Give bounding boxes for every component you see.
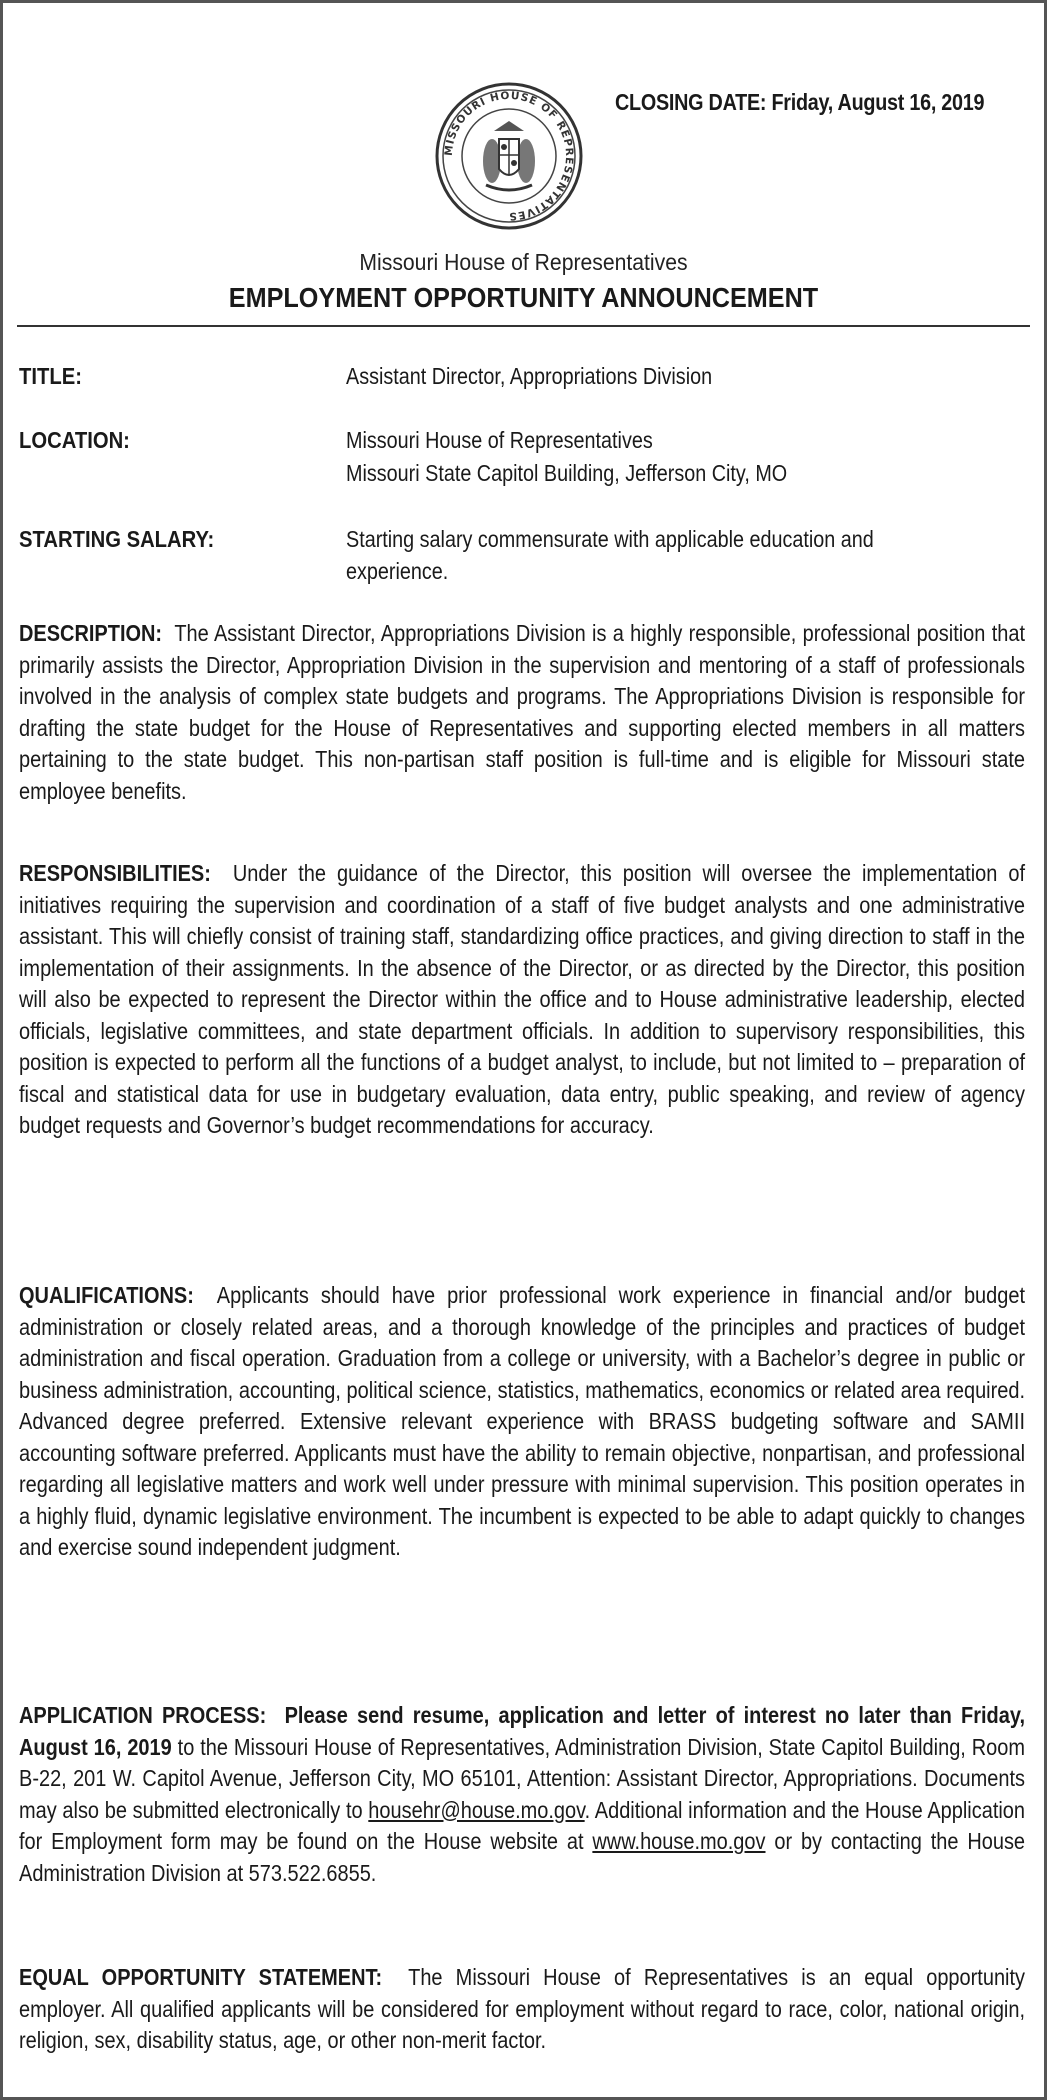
- application-text-1: to the Missouri House of Representatives, Administration Division, State Capitol Building, Room B-22, 201 W. Capitol Avenue, Jefferson City, MO 65101, Attention: Assistant Director, Appropriations. Documents may also be submitted electronically to: [19, 1733, 1026, 1823]
- application-deadline: Please send resume, application and letter of interest no later than Friday, August 16, 2019: [19, 1702, 1025, 1760]
- location-line-1: Missouri House of Representatives: [346, 427, 653, 453]
- email-link[interactable]: househr@house.mo.gov: [368, 1796, 585, 1823]
- responsibilities-section: [19, 858, 1025, 1142]
- qualifications-text: Applicants should have prior professional work experience in financial and/or budget administration or closely related areas, and a thorough knowledge of the principles and practices of budget administration and fiscal operation. Graduation from a college or university, with a Bachelor’s degree in public or business administration, accounting, political science, statistics, mathematics, economics or related area required. Advanced degree preferred. Extensive relevant experience with BRASS budgeting software and SAMII accounting software preferred. Applicants must have the ability to remain objective, nonpartisan, and professional regarding all legislative matters and work well under pressure with minimal supervision. This position operates in a highly fluid, dynamic legislative environment. The incumbent is expected to be able to adapt quickly to changes and exercise sound independent judgment.: [19, 1282, 1026, 1560]
- equal-opportunity-section: [19, 1962, 1025, 2057]
- location-label: LOCATION:: [19, 427, 130, 453]
- website-link[interactable]: www.house.mo.gov: [592, 1828, 766, 1854]
- title-value: Assistant Director, Appropriations Division: [346, 363, 713, 389]
- qualifications-label: QUALIFICATIONS:: [19, 1282, 194, 1308]
- responsibilities-text: Under the guidance of the Director, this position will oversee the implementation of initiatives requiring the supervision and coordination of a staff of five budget analysts and one administrative assistant. This will chiefly consist of training staff, standardizing office practices, and giving direction to staff in the implementation of their assignments. In the absence of the Director, or as directed by the Director, this position will also be expected to represent the Director within the office and to House administrative leadership, elected officials, legislative committees, and state department officials. In addition to supervisory responsibilities, this position is expected to perform all the functions of a budget analyst, to include, but not limited to – preparation of fiscal and statistical data for use in budgetary evaluation, data entry, public speaking, and review of agency budget requests and Governor’s budget recommendations for accuracy.: [19, 860, 1026, 1138]
- page-title: EMPLOYMENT OPPORTUNITY ANNOUNCEMENT: [228, 282, 819, 313]
- qualifications-section: [19, 1280, 1025, 1564]
- application-section: [19, 1700, 1025, 1889]
- equal-opportunity-text: The Missouri House of Representatives is an equal opportunity employer. All qualified applicants will be considered for employment without regard to race, color, national origin, religion, sex, disability status, age, or other non-merit factor.: [19, 1964, 1026, 2053]
- application-label: APPLICATION PROCESS:: [19, 1702, 267, 1728]
- location-line-2: Missouri State Capitol Building, Jefferson City, MO: [346, 460, 788, 486]
- description-label: DESCRIPTION:: [19, 620, 163, 646]
- closing-date: CLOSING DATE: Friday, August 16, 2019: [615, 89, 985, 115]
- title-label: TITLE:: [19, 363, 82, 389]
- missouri-house-seal-icon: [434, 81, 584, 231]
- equal-opportunity-label: EQUAL OPPORTUNITY STATEMENT:: [19, 1964, 383, 1990]
- application-text-3: or by contacting the House Administration Division at 573.522.6855.: [19, 1828, 1026, 1886]
- organization-name: Missouri House of Representatives: [359, 249, 688, 275]
- salary-line-1: Starting salary commensurate with applicable education and: [346, 526, 874, 552]
- description-text: The Assistant Director, Appropriations Division is a highly responsible, professional position that primarily assists the Director, Appropriation Division in the supervision and mentoring of a staff of professionals involved in the analysis of complex state budgets and programs. The Appropriations Division is responsible for drafting the state budget for the House of Representatives and supporting elected members in all matters pertaining to the state budget. This non-partisan staff position is full-time and is eligible for Missouri state employee benefits.: [19, 620, 1026, 804]
- responsibilities-label: RESPONSIBILITIES:: [19, 860, 211, 886]
- salary-label: STARTING SALARY:: [19, 526, 215, 552]
- seal-ring-text: MISSOURI HOUSE OF REPRESENTATIVES: [442, 89, 576, 223]
- application-text-2: . Additional information and the House Application for Employment form may be found on the House website at: [19, 1796, 1026, 1854]
- description-section: [19, 618, 1025, 807]
- salary-line-2: experience.: [346, 558, 449, 584]
- title-divider: [17, 325, 1030, 327]
